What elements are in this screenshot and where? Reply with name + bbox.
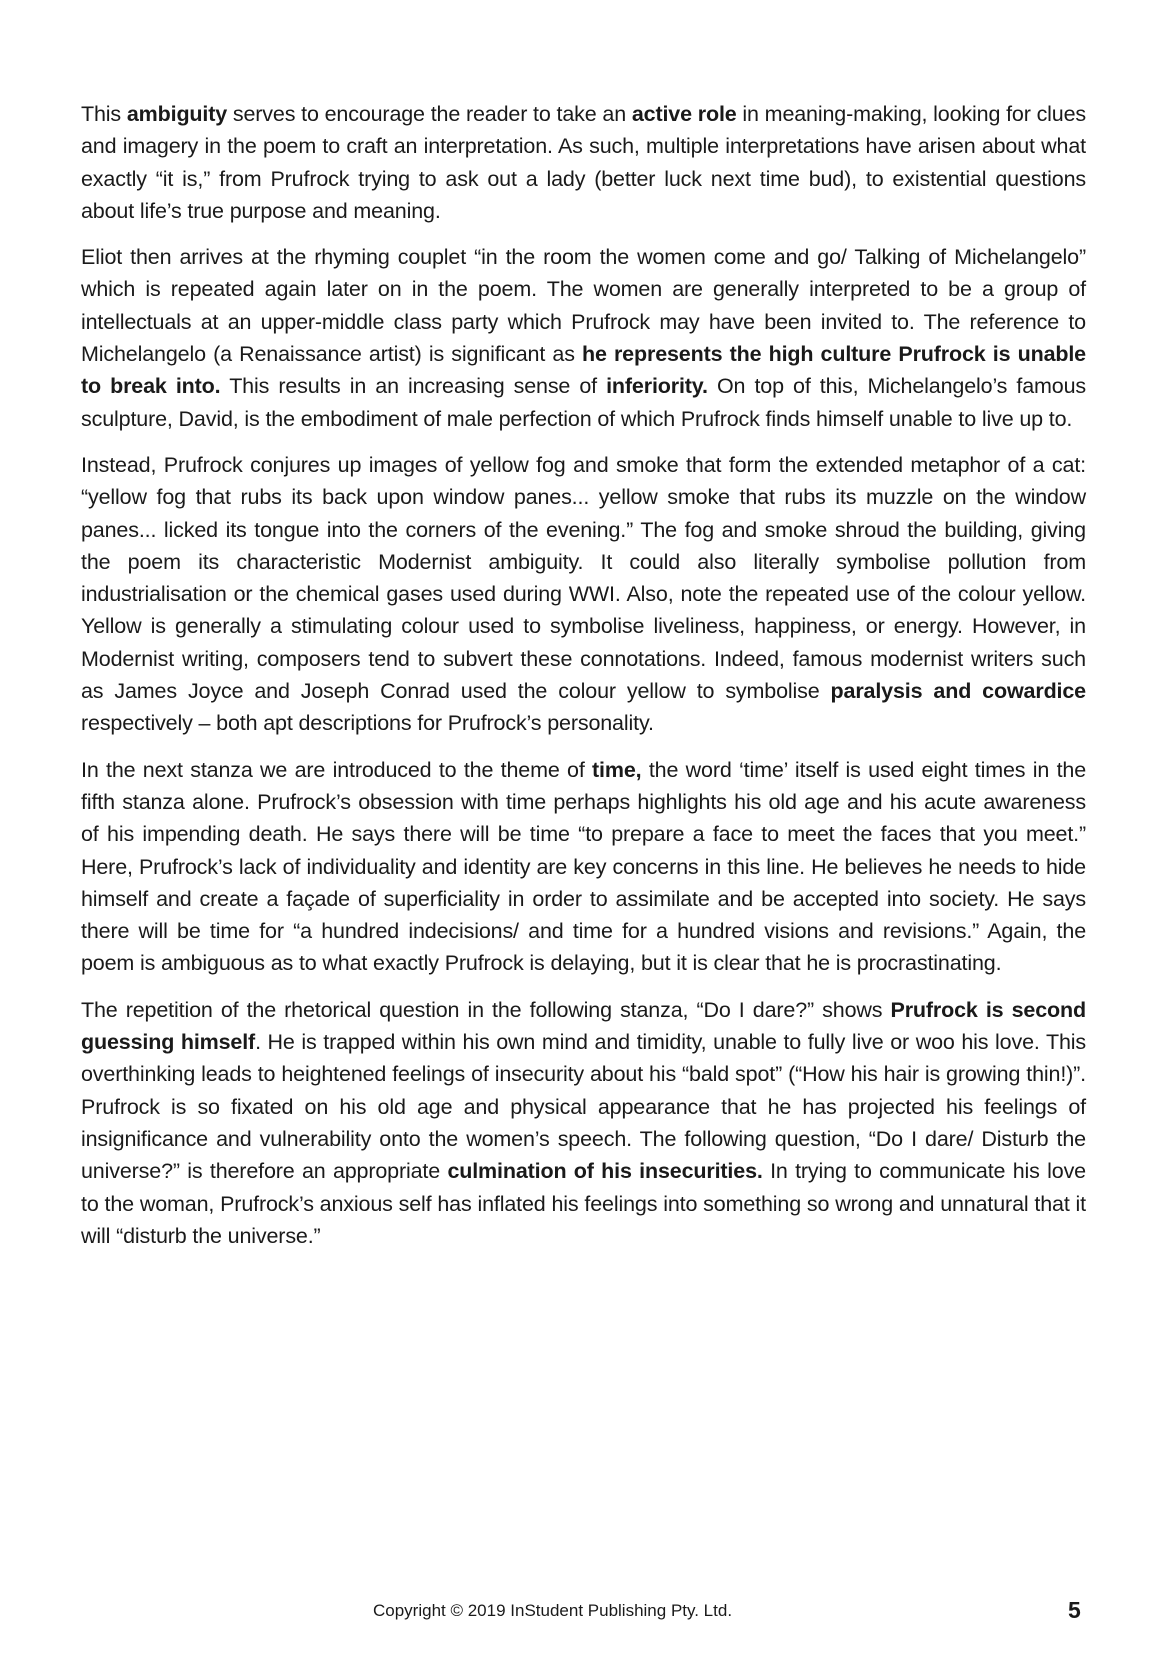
paragraph-5	[81, 994, 1086, 1252]
bold-text-segment: inferiority.	[606, 374, 708, 399]
bold-text-segment: paralysis and cowardice	[830, 679, 1086, 704]
page-number: 5	[1068, 1597, 1081, 1623]
text-segment: On top of this, Michelangelo’s famous sculpture, David, is the embodiment of male perfection of which Prufrock finds himself unable to live up to.	[81, 374, 1086, 431]
paragraph-2	[81, 241, 1086, 435]
text-segment: serves to encourage the reader to take an	[227, 102, 632, 126]
page-footer	[0, 1596, 1166, 1626]
document-body	[81, 98, 1086, 1266]
text-segment: respectively – both apt descriptions for Prufrock’s personality.	[81, 711, 654, 736]
copyright-notice: Copyright © 2019 InStudent Publishing Pty. Ltd.	[373, 1601, 733, 1620]
text-segment: . He is trapped within his own mind and timidity, unable to fully live or woo his love. This overthinking leads to heightened feelings of insecurity about his “bald spot” (“How his hair is growing thin!)”. Prufrock is so fixated on his old age and physical appearance that he has projected his feelings of insignificance and vulnerability onto the women’s speech. The following question, “Do I dare/ Disturb the universe?” is therefore an appropriate	[81, 1030, 1086, 1184]
bold-text-segment: culmination of his insecurities.	[447, 1159, 763, 1184]
text-segment: Eliot then arrives at the rhyming couplet “in the room the women come and go/ Talking of Michelangelo” which is repeated again later on in the poem. The women are generally interpreted to be a group of intellectuals at an upper-middle class party which Prufrock may have been invited to. The reference to Michelangelo (a Renaissance artist) is significant as	[81, 245, 1086, 367]
paragraph-4	[81, 754, 1086, 980]
bold-text-segment: Prufrock is second guessing himself	[81, 997, 1086, 1055]
text-segment: the word ‘time’ itself is used eight times in the fifth stanza alone. Prufrock’s obsession with time perhaps highlights his old age and his acute awareness of his impending death. He says there will be time “to prepare a face to meet the faces that you meet.” Here, Prufrock’s lack of individuality and identity are key concerns in this line. He believes he needs to hide himself and create a façade of superficiality in order to assimilate and be accepted into society. He says there will be time for “a hundred indecisions/ and time for a hundred visions and revisions.” Again, the poem is ambiguous as to what exactly Prufrock is delaying, but it is clear that he is procrastinating.	[81, 757, 1087, 976]
bold-text-segment: ambiguity	[126, 102, 228, 126]
text-segment: The repetition of the rhetorical question in the following stanza, “Do I dare?” shows	[81, 997, 891, 1022]
text-segment: This	[81, 102, 127, 126]
bold-text-segment: active role	[631, 102, 737, 126]
bold-text-segment: he represents the high culture Prufrock is unable to break into.	[81, 342, 1086, 399]
text-segment: Instead, Prufrock conjures up images of yellow fog and smoke that form the extended metaphor of a cat: “yellow fog that rubs its back upon window panes... yellow smoke that rubs its muzzle on the window panes... licked its tongue into the corners of the evening.” The fog and smoke shroud the building, giving the poem its characteristic Modernist ambiguity. It could also literally symbolise pollution from industrialisation or the chemical gases used during WWI. Also, note the repeated use of the colour yellow. Yellow is generally a stimulating colour used to symbolise liveliness, happiness, or energy. However, in Modernist writing, composers tend to subvert these connotations. Indeed, famous modernist writers such as James Joyce and Joseph Conrad used the colour yellow to symbolise	[81, 452, 1086, 704]
text-segment: In trying to communicate his love to the woman, Prufrock’s anxious self has inflated his feelings into something so wrong and unnatural that it will “disturb the universe.”	[81, 1159, 1086, 1248]
text-segment: In the next stanza we are introduced to the theme of	[81, 757, 593, 782]
paragraph-1	[81, 98, 1086, 227]
text-segment: This results in an increasing sense of	[220, 374, 607, 399]
text-segment: in meaning-making, looking for clues and imagery in the poem to craft an interpretation. As such, multiple interpretations have arisen about what exactly “it is,” from Prufrock trying to ask out a lady (better luck next time bud), to existential questions about life’s true purpose and meaning.	[81, 102, 1087, 223]
paragraph-3	[81, 449, 1086, 740]
bold-text-segment: time,	[592, 757, 642, 782]
